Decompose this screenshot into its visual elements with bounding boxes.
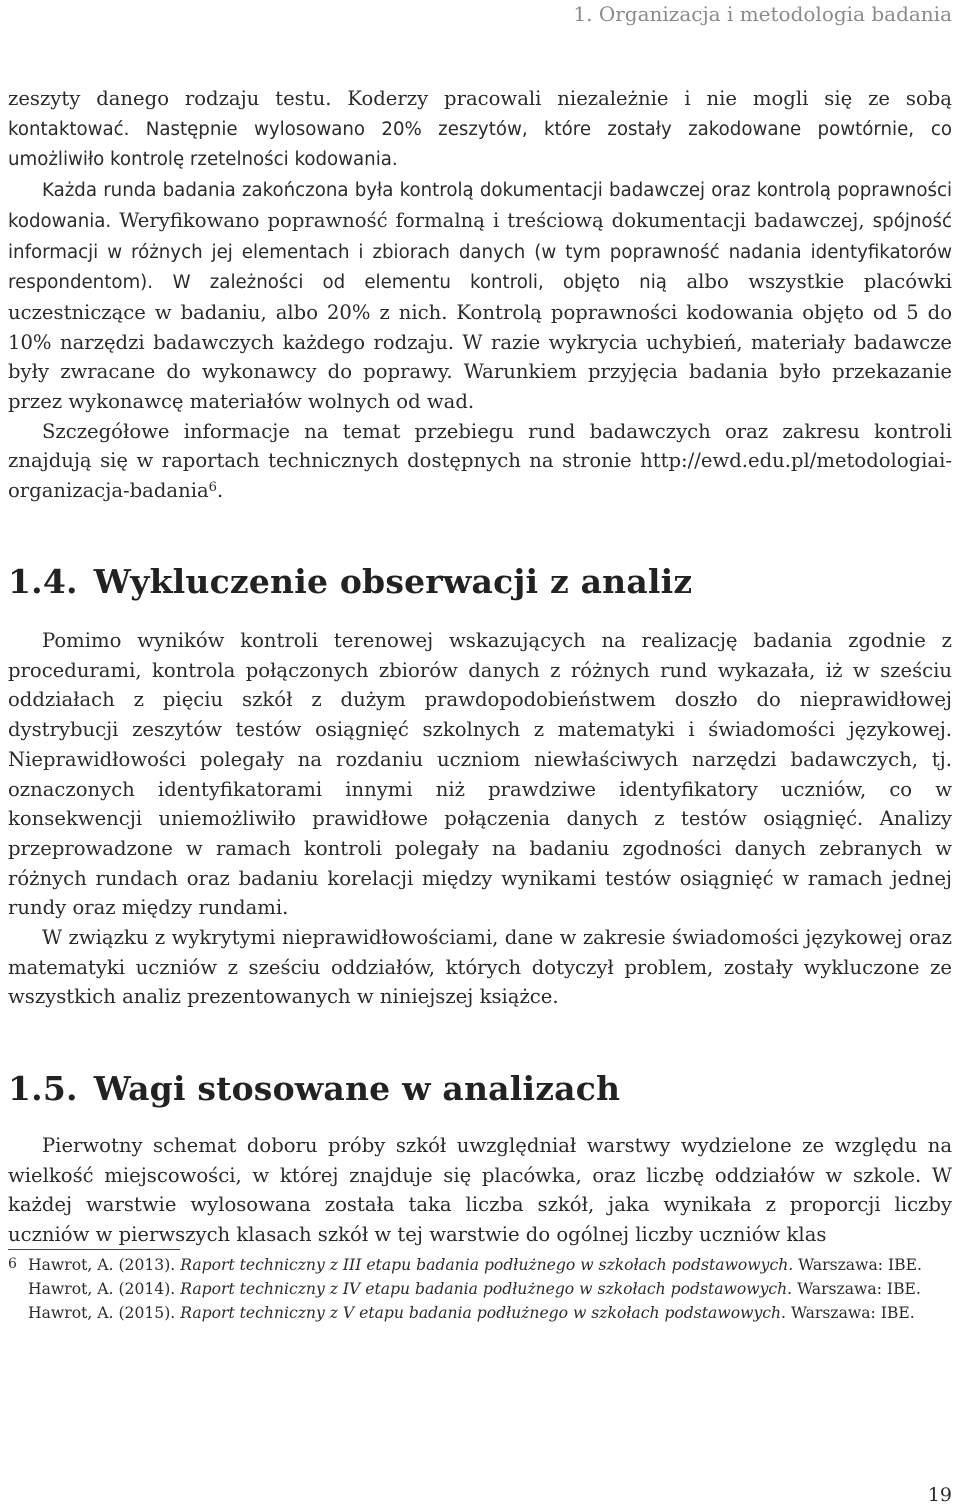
paragraph: W związku z wykrytymi nieprawidłowościami, dane w zakresie świadomości językowej oraz matematyki uczniów z sześciu oddziałów, których dotyczył problem, zostały wykluczone ze wszystkich analiz prezentowanych w niniejszej książce.: [8, 926, 952, 1009]
text-run: .: [216, 479, 224, 503]
section-heading: [8, 562, 952, 601]
text-run: Weryfikowano poprawność formalną i treściową dokumentacji badawczej,: [119, 208, 865, 232]
reference-publisher: Warszawa: IBE.: [793, 1256, 922, 1274]
footnote-reference[interactable]: 6: [208, 480, 217, 496]
text-run: zeszyty danego rodzaju testu. Koderzy pracowali niezależnie i nie mogli się ze sobą: [8, 87, 952, 110]
text-run: spójność informacji w różnych jej elementach i zbiorach danych (w tym poprawność nadania identyfikatorów respondentom).: [8, 210, 953, 294]
text-run: albo wszystkie placówki uczestniczące w badaniu, albo 20% z nich. Kontrolą poprawności kodowania objęto od 5 do 10% narzędzi badawczych każdego rodzaju. W razie wykrycia uchybień, materiały badawcze były zwracane do wykonawcy do poprawy. Warunkiem przyjęcia badania było przekazanie przez wykonawcę materiałów wolnych od wad.: [8, 270, 952, 414]
reference-title: Raport techniczny z III etapu badania podłużnego w szkołach podstawowych.: [180, 1256, 794, 1274]
paragraph: Pierwotny schemat doboru próby szkół uwzględniał warstwy wydzielone ze względu na wielkość miejscowości, w której znajduje się placówka, oraz liczbę oddziałów w szkole. W każdej warstwie wylosowana została taka liczba szkół, jaka wynikała z proporcji liczby uczniów w pierwszych klasach szkół w tej warstwie do ogólnej liczby uczniów klas: [8, 1134, 952, 1247]
reference-title: Raport techniczny z IV etapu badania podłużnego w szkołach podstawowych.: [180, 1279, 793, 1298]
intro-text-block: [8, 84, 952, 506]
text-run: W zależności od elementu kontroli, objęto nią: [172, 272, 667, 294]
section-title: Wagi stosowane w analizach: [93, 1069, 621, 1108]
reference-entry: [28, 1302, 952, 1326]
footnote-mark: 6: [8, 1256, 17, 1272]
paragraph: Pomimo wyników kontroli terenowej wskazujących na realizację badania zgodnie z procedurami, kontrola połączonych zbiorów danych z różnych rund wykazała, iż w sześciu oddziałach z pięciu szkół z dużym prawdopodobieństwem doszło do nieprawidłowej dystrybucji zeszytów testów osiągnięć szkolnych z matematyki i świadomości językowej. Nieprawidłowości polegały na rozdaniu uczniom niewłaściwych narzędzi badawczych, tj. oznaczonych identyfikatorami innymi niż prawdziwe identyfikatory uczniów, co w konsekwencji uniemożliwiło prawidłowe połączenia danych z testów osiągnięć. Analizy przeprowadzone w ramach kontroli polegały na badaniu zgodności danych zebranych w różnych rundach oraz badaniu korelacji między wynikami testów osiągnięć w ramach jednej rundy oraz między rundami.: [8, 629, 952, 920]
reference-entry: [28, 1278, 952, 1302]
section-title: Wykluczenie obserwacji z analiz: [93, 562, 693, 601]
paragraph: [8, 175, 952, 417]
paragraph: [8, 84, 952, 175]
reference-author: Hawrot, A. (2013).: [28, 1256, 181, 1274]
section-number: 1.4.: [8, 562, 78, 601]
section-1-5-body: [8, 1131, 952, 1250]
reference-title: Raport techniczny z V etapu badania podłużnego w szkołach podstawowych.: [180, 1303, 786, 1322]
text-run: Szczegółowe informacje na temat przebiegu rund badawczych oraz zakresu kontroli znajdują się w raportach technicznych dostępnych na stronie http://ewd.edu.pl/metodologiai-organizacja-badania: [8, 419, 952, 503]
footnotes: [8, 1254, 952, 1325]
paragraph: [8, 417, 952, 506]
section-number: 1.5.: [8, 1069, 78, 1108]
text-run: Każda runda badania zakończona była kontrolą dokumentacji badawczej oraz kontrolą poprawności kodowania.: [8, 180, 952, 232]
running-header: 1. Organizacja i metodologia badania: [573, 2, 952, 26]
reference-publisher: Warszawa: IBE.: [792, 1279, 921, 1298]
reference-author: Hawrot, A. (2014).: [28, 1279, 181, 1298]
footnote-divider: [8, 1249, 180, 1250]
footnote: [8, 1254, 952, 1325]
text-run: co umożliwiło kontrolę rzetelności kodowania.: [8, 118, 952, 171]
footnote-body: [28, 1254, 952, 1325]
text-run: kontaktować. Następnie wylosowano 20% zeszytów, które zostały zakodowane powtórnie,: [8, 118, 915, 140]
section-1-4-body: [8, 626, 952, 1012]
reference-author: Hawrot, A. (2015).: [28, 1303, 181, 1322]
reference-publisher: Warszawa: IBE.: [785, 1303, 915, 1322]
page-number: 19: [927, 1484, 952, 1506]
section-heading: [8, 1069, 952, 1108]
reference-entry: [28, 1254, 952, 1278]
